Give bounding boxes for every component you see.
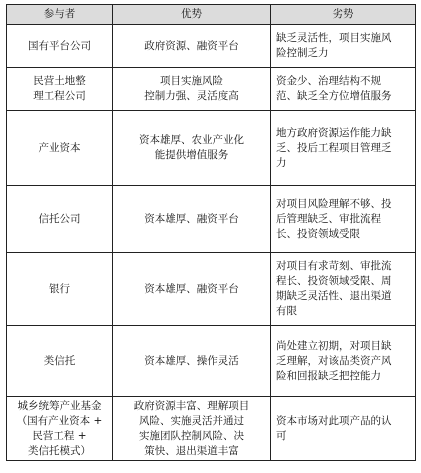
participant-cell <box>7 111 113 186</box>
cell-line: 类信托 <box>43 354 76 367</box>
cell-line: 期缺乏灵活性、退出渠道 <box>276 290 392 302</box>
cell-line: 资本雄厚、操作灵活 <box>144 354 239 367</box>
participant-cell <box>7 68 113 111</box>
header-disadvantages: 劣势 <box>271 5 416 25</box>
participant-cell <box>7 326 113 397</box>
cell-line: 缺乏灵活性，项目实施风 <box>276 32 392 44</box>
cell-line: 地方政府资源运作能力缺 <box>276 126 392 139</box>
disadvantages-cell <box>271 253 416 326</box>
cell-line: 资本雄厚、融资平台 <box>144 282 239 295</box>
disadvantages-cell <box>271 326 416 397</box>
participant-cell <box>7 253 113 326</box>
cell-line: 能提供增值服务 <box>154 149 229 161</box>
header-advantages: 优势 <box>113 5 271 25</box>
table-row <box>7 397 416 461</box>
cell-line: 资本雄厚、融资平台 <box>144 212 239 225</box>
cell-line: 乏理解，对该品类资产风 <box>276 354 392 367</box>
cell-line: 理工程公司 <box>33 90 86 102</box>
disadvantages-cell <box>271 186 416 253</box>
table-row <box>7 68 416 111</box>
cell-line: 可 <box>276 429 287 442</box>
header-participant: 参与者 <box>7 5 113 25</box>
cell-line: 后管理缺乏、审批流程 <box>276 212 381 225</box>
disadvantages-cell <box>271 397 416 461</box>
cell-line: 类信托模式） <box>28 444 91 457</box>
cell-line: 国有平台公司 <box>28 39 91 52</box>
advantages-cell <box>113 186 271 253</box>
table-row <box>7 326 416 397</box>
advantages-cell <box>113 25 271 68</box>
comparison-table <box>6 4 416 461</box>
advantages-cell <box>113 111 271 186</box>
cell-line: 乏、投后工程项目管理乏 <box>276 141 392 154</box>
advantages-cell <box>113 68 271 111</box>
cell-line: 对项目风险理解不够、投 <box>276 197 392 210</box>
disadvantages-cell <box>271 111 416 186</box>
cell-line: 信托公司 <box>38 212 81 225</box>
cell-line: 政府资源丰富、理解项目 <box>133 399 250 412</box>
cell-line: 政府资源、融资平台 <box>144 39 239 52</box>
advantages-cell <box>113 397 271 461</box>
participant-cell <box>7 397 113 461</box>
cell-line: 程长、投资领域受限、周 <box>276 275 392 287</box>
cell-line: 产业资本 <box>38 141 81 154</box>
table-body <box>7 25 416 461</box>
cell-line: 策快、退出渠道丰富 <box>144 444 239 457</box>
header-row <box>7 5 416 25</box>
cell-line: 范、缺乏全方位增值服务 <box>276 90 392 102</box>
cell-line: 银行 <box>49 282 70 295</box>
participant-cell <box>7 186 113 253</box>
cell-line: 险控制乏力 <box>276 47 329 59</box>
participant-cell <box>7 25 113 68</box>
cell-line: 资本雄厚、农业产业化 <box>139 134 244 146</box>
cell-line: 对项目有求苛刻、审批流 <box>276 260 392 272</box>
cell-line: 力 <box>276 156 287 169</box>
disadvantages-cell <box>271 68 416 111</box>
advantages-cell <box>113 253 271 326</box>
cell-line: 资金少、治理结构不规 <box>276 75 381 87</box>
cell-line: 资本市场对此项产品的认 <box>276 414 392 427</box>
cell-line: 民营工程 + <box>32 429 87 442</box>
cell-line: 实施团队控制风险、决 <box>139 429 244 442</box>
cell-line: 尚处建立初期，对项目缺 <box>276 339 392 352</box>
cell-line: 民营土地整 <box>33 75 86 87</box>
cell-line: 项目实施风险 <box>160 75 223 87</box>
cell-line: 有限 <box>276 305 297 317</box>
advantages-cell <box>113 326 271 397</box>
table-row <box>7 253 416 326</box>
table-row <box>7 186 416 253</box>
disadvantages-cell <box>271 25 416 68</box>
table-row <box>7 111 416 186</box>
cell-line: 城乡统筹产业基金 <box>17 399 102 412</box>
cell-line: 长、投资领域受限 <box>276 227 360 240</box>
cell-line: 控制力强、灵活度高 <box>144 90 239 102</box>
cell-line: 险和回报缺乏把控能力 <box>276 369 381 382</box>
cell-line: （国有产业资本 + <box>16 414 103 427</box>
table-row <box>7 25 416 68</box>
cell-line: 风险、实施灵活并通过 <box>139 414 244 427</box>
